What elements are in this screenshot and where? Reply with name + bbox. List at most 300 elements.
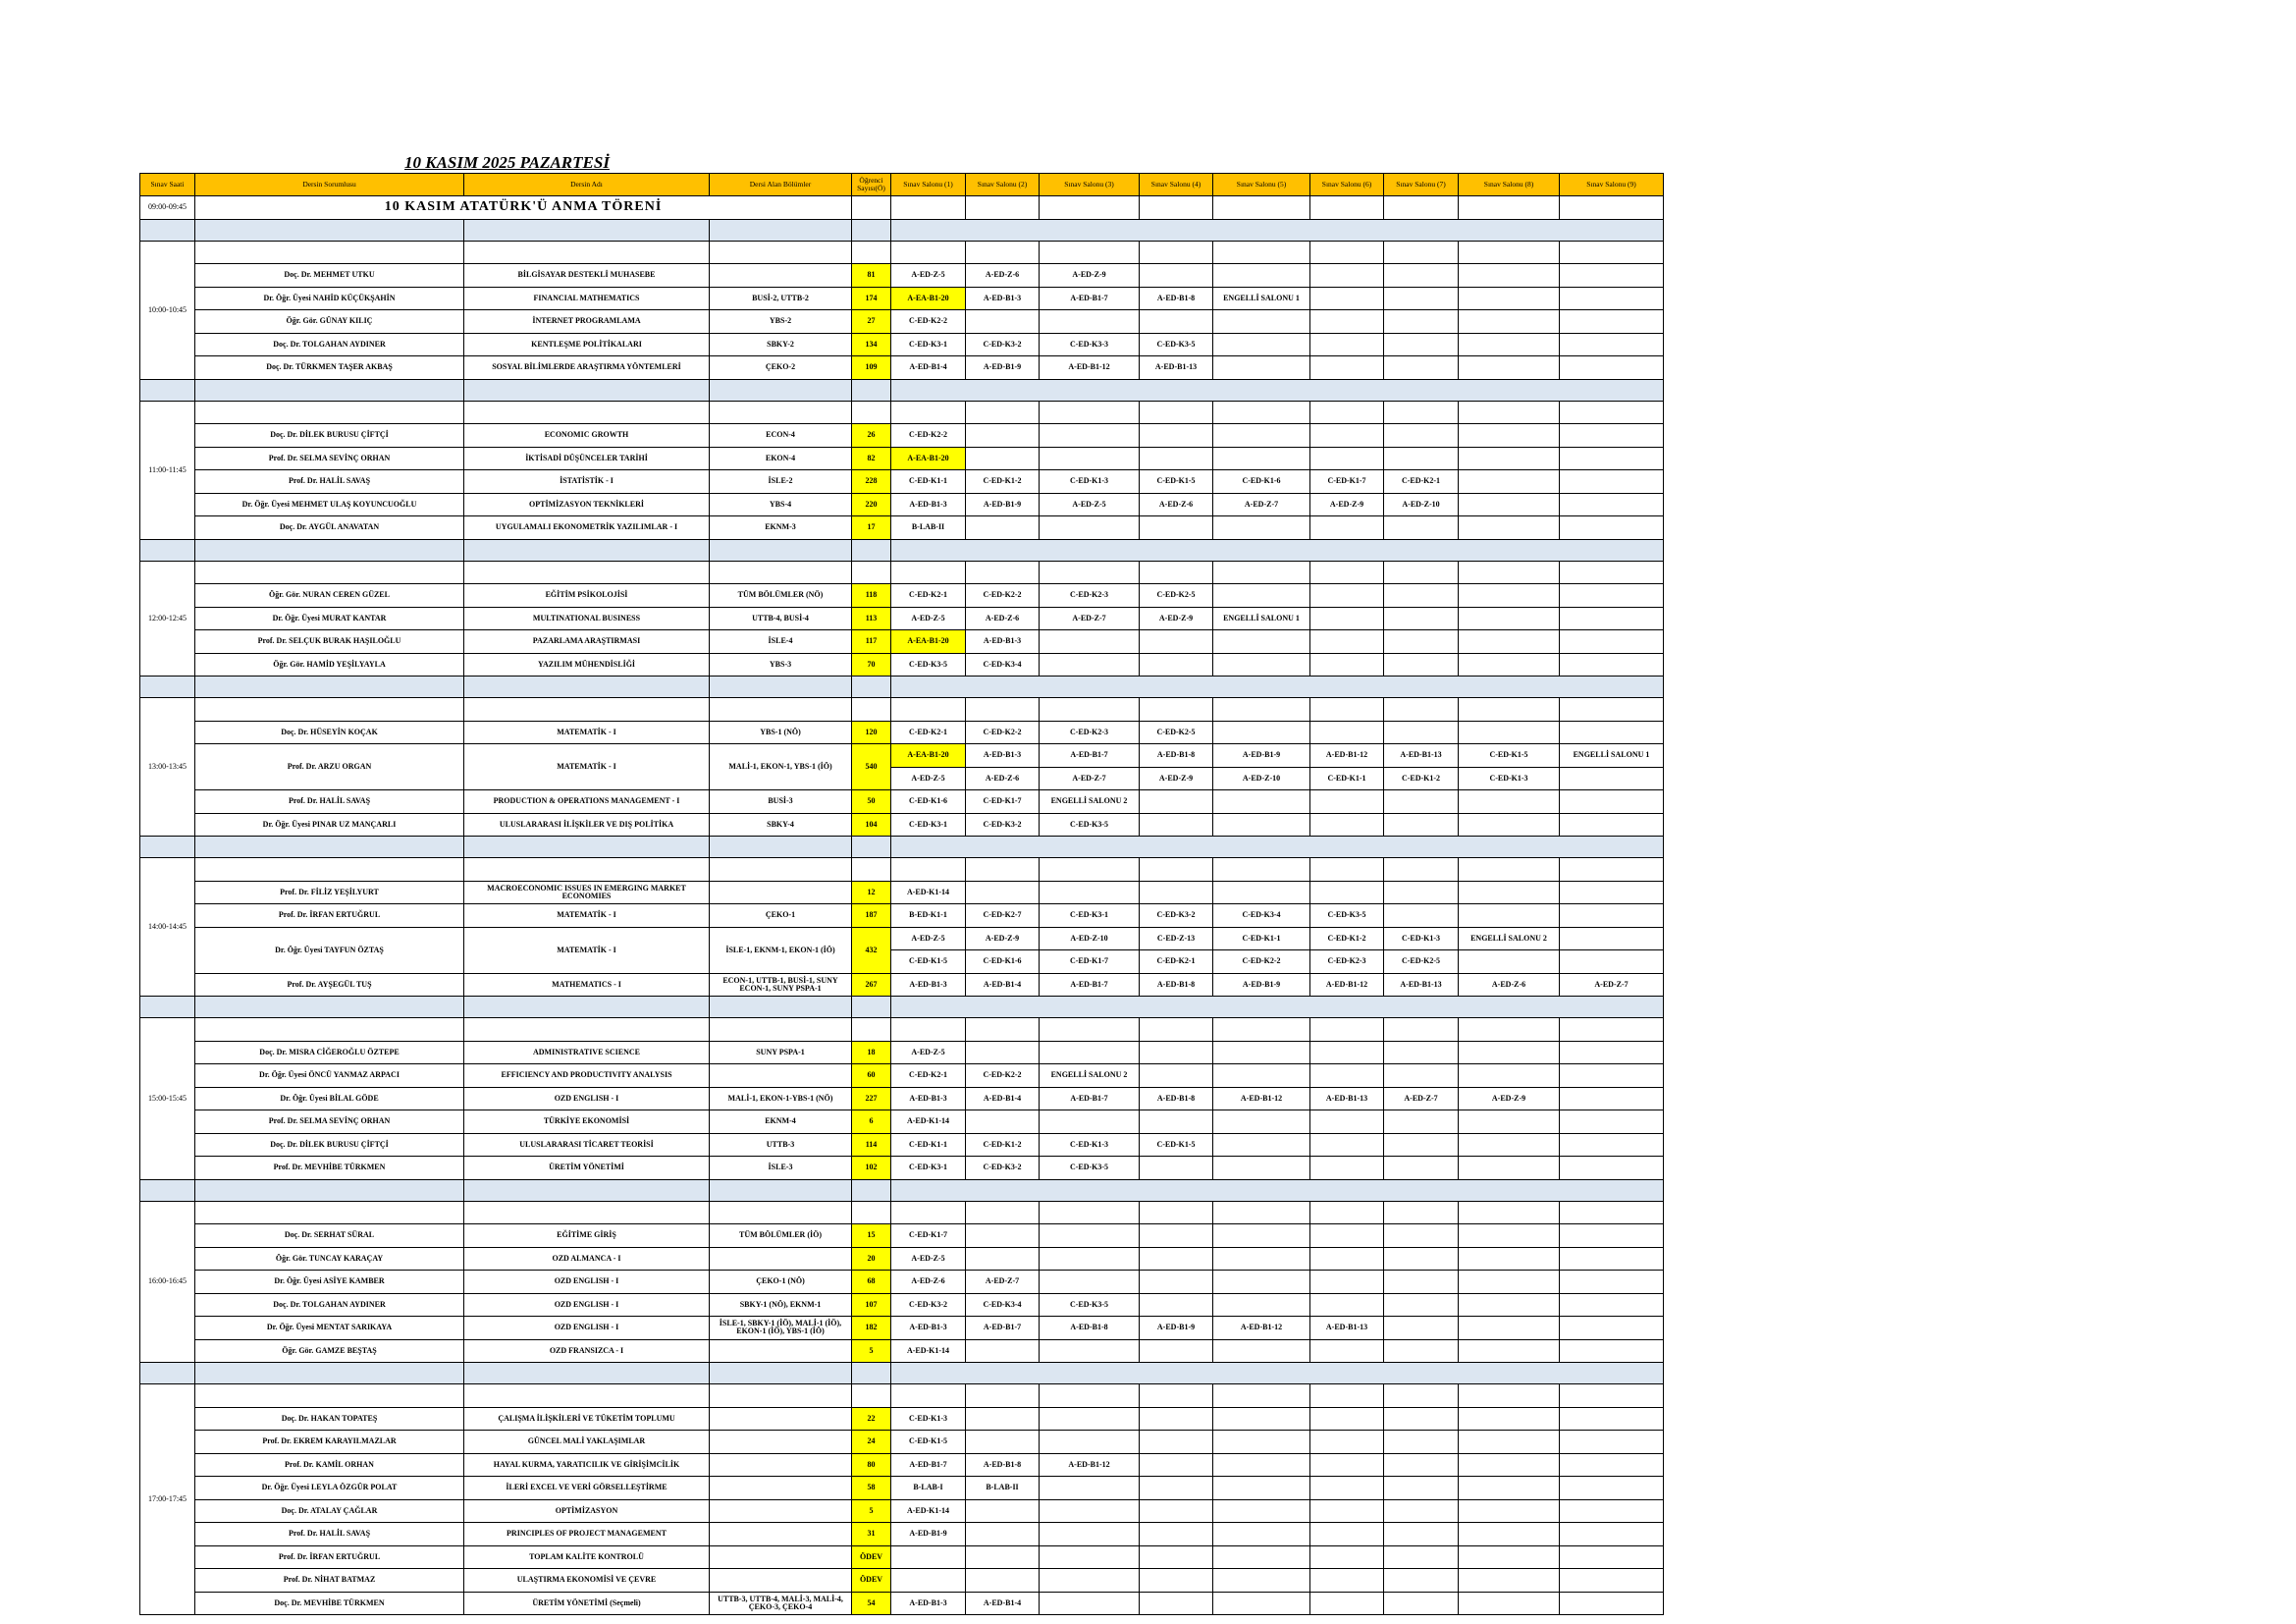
exam-room-cell <box>1040 1339 1140 1363</box>
exam-room-cell <box>1310 356 1384 380</box>
exam-room-cell <box>1040 1224 1140 1248</box>
departments-cell: BUSİ-2, UTTB-2 <box>710 287 852 310</box>
exam-room-cell: A-ED-B1-3 <box>966 744 1040 768</box>
exam-room-cell: C-ED-K1-6 <box>891 790 966 814</box>
table-row <box>140 1157 1664 1180</box>
exam-room-cell <box>1310 310 1384 334</box>
empty-cell <box>195 858 464 882</box>
exam-room-cell <box>1310 1477 1384 1500</box>
exam-room-cell <box>1040 424 1140 448</box>
course-cell: İSTATİSTİK - I <box>464 470 710 494</box>
exam-room-cell: A-ED-K1-14 <box>891 1110 966 1134</box>
course-cell: İLERİ EXCEL VE VERİ GÖRSELLEŞTİRME <box>464 1477 710 1500</box>
schedule-body <box>140 196 1664 1615</box>
exam-room-cell <box>1310 1064 1384 1088</box>
exam-room-cell <box>1310 630 1384 654</box>
column-header: Sınav Salonu (3) <box>1040 174 1140 196</box>
course-cell: ULAŞTIRMA EKONOMİSİ VE ÇEVRE <box>464 1569 710 1593</box>
exam-room-cell: C-ED-K3-5 <box>1040 813 1140 837</box>
course-cell: MACROECONOMIC ISSUES IN EMERGING MARKET ECONOMIES <box>464 881 710 904</box>
exam-room-cell: C-ED-K2-2 <box>891 424 966 448</box>
exam-room-cell: A-ED-Z-7 <box>1040 767 1140 790</box>
exam-room-cell <box>1040 1110 1140 1134</box>
student-count-cell: 24 <box>852 1431 891 1454</box>
exam-room-cell <box>1040 1247 1140 1271</box>
exam-room-cell: C-ED-K2-5 <box>1140 721 1213 744</box>
departments-cell: EKNM-4 <box>710 1110 852 1134</box>
exam-room-cell: A-ED-K1-14 <box>891 1339 966 1363</box>
exam-room-cell: A-ED-B1-9 <box>1213 973 1310 997</box>
lecturer-cell: Prof. Dr. SELMA SEVİNÇ ORHAN <box>195 447 464 470</box>
departments-cell: ECON-1, UTTB-1, BUSİ-1, SUNY ECON-1, SUNY PSPA-1 <box>710 973 852 997</box>
exam-room-cell <box>1459 493 1560 516</box>
exam-room-cell <box>1560 493 1664 516</box>
exam-room-cell: ENGELLİ SALONU 2 <box>1459 927 1560 950</box>
exam-room-cell <box>1040 1407 1140 1431</box>
exam-room-cell <box>1213 1499 1310 1523</box>
table-row <box>140 653 1664 677</box>
exam-room-cell <box>1459 1592 1560 1615</box>
empty-cell <box>1310 561 1384 584</box>
exam-room-cell <box>1310 813 1384 837</box>
exam-room-cell: A-ED-B1-12 <box>1040 1453 1140 1477</box>
separator-cell <box>464 539 710 561</box>
exam-room-cell <box>966 516 1040 540</box>
exam-room-cell: C-ED-K1-5 <box>891 950 966 974</box>
exam-room-cell <box>1459 584 1560 608</box>
exam-room-cell <box>1384 790 1459 814</box>
table-row <box>140 744 1664 768</box>
exam-room-cell: A-ED-B1-13 <box>1140 356 1213 380</box>
empty-cell <box>710 1384 852 1408</box>
exam-room-cell <box>1213 1477 1310 1500</box>
table-row <box>140 470 1664 494</box>
student-count-cell: 107 <box>852 1293 891 1317</box>
course-cell: OZD ALMANCA - I <box>464 1247 710 1271</box>
exam-room-cell <box>1560 424 1664 448</box>
exam-room-cell <box>1213 1339 1310 1363</box>
exam-room-cell: C-ED-K3-2 <box>1140 904 1213 928</box>
departments-cell: EKON-4 <box>710 447 852 470</box>
table-row <box>140 1271 1664 1294</box>
departments-cell: SBKY-1 (NÖ), EKNM-1 <box>710 1293 852 1317</box>
exam-room-cell: A-ED-Z-9 <box>1140 767 1213 790</box>
student-count-cell: 540 <box>852 744 891 790</box>
exam-room-cell <box>1140 1110 1213 1134</box>
exam-room-cell: C-ED-K3-1 <box>891 333 966 356</box>
exam-room-cell <box>1310 1293 1384 1317</box>
table-row <box>140 973 1664 997</box>
exam-room-cell <box>1310 1339 1384 1363</box>
exam-room-cell: C-ED-K2-1 <box>891 721 966 744</box>
exam-room-cell <box>1560 1317 1664 1340</box>
table-row <box>140 904 1664 928</box>
exam-room-cell <box>1459 1431 1560 1454</box>
student-count-cell: 15 <box>852 1224 891 1248</box>
exam-room-cell: A-ED-Z-7 <box>1560 973 1664 997</box>
student-count-cell: 102 <box>852 1157 891 1180</box>
exam-room-cell <box>1459 1271 1560 1294</box>
exam-room-cell: A-ED-B1-9 <box>1213 744 1310 768</box>
exam-room-cell <box>1140 516 1213 540</box>
student-count-cell: 227 <box>852 1087 891 1110</box>
empty-cell <box>710 561 852 584</box>
table-row <box>140 790 1664 814</box>
course-cell: OZD ENGLISH - I <box>464 1271 710 1294</box>
exam-room-cell <box>1560 790 1664 814</box>
table-row <box>140 927 1664 950</box>
exam-room-cell <box>1310 1569 1384 1593</box>
empty-cell <box>966 858 1040 882</box>
empty-cell <box>1040 1384 1140 1408</box>
separator-cell <box>464 997 710 1018</box>
column-header: Dersin Adı <box>464 174 710 196</box>
empty-cell <box>195 1201 464 1224</box>
separator-cell <box>710 837 852 858</box>
exam-room-cell <box>1310 1247 1384 1271</box>
lecturer-cell: Öğr. Gör. GAMZE BEŞTAŞ <box>195 1339 464 1363</box>
empty-cell <box>195 1384 464 1408</box>
exam-room-cell: A-ED-Z-5 <box>891 264 966 288</box>
separator-cell <box>195 219 464 241</box>
student-count-cell: 80 <box>852 1453 891 1477</box>
exam-room-cell <box>1213 1064 1310 1088</box>
exam-room-cell <box>1310 607 1384 630</box>
exam-room-cell <box>1213 1592 1310 1615</box>
exam-room-cell: C-ED-K2-2 <box>891 310 966 334</box>
exam-room-cell <box>1560 1133 1664 1157</box>
exam-room-cell <box>1040 1569 1140 1593</box>
exam-room-cell <box>1459 1064 1560 1088</box>
exam-room-cell: C-ED-K2-1 <box>891 584 966 608</box>
exam-room-cell <box>1213 1041 1310 1064</box>
exam-room-cell <box>1213 1247 1310 1271</box>
exam-room-cell: A-ED-B1-3 <box>891 493 966 516</box>
exam-room-cell: A-ED-B1-12 <box>1310 744 1384 768</box>
exam-room-cell <box>1384 584 1459 608</box>
student-count-cell: 6 <box>852 1110 891 1134</box>
empty-cell <box>1310 401 1384 424</box>
student-count-cell: 31 <box>852 1523 891 1546</box>
exam-room-cell <box>1560 1523 1664 1546</box>
separator-cell <box>464 379 710 401</box>
student-count-cell: 120 <box>852 721 891 744</box>
exam-room-cell: A-ED-Z-7 <box>966 1271 1040 1294</box>
lecturer-cell: Prof. Dr. ARZU ORGAN <box>195 744 464 790</box>
separator-cell <box>891 1363 1664 1384</box>
separator-cell <box>464 677 710 698</box>
exam-room-cell: A-ED-Z-7 <box>1213 493 1310 516</box>
exam-room-cell: C-ED-K1-1 <box>891 470 966 494</box>
slot-time: 10:00-10:45 <box>140 241 195 379</box>
course-cell: MULTINATIONAL BUSINESS <box>464 607 710 630</box>
exam-room-cell <box>1560 767 1664 790</box>
exam-room-cell <box>1560 333 1664 356</box>
lecturer-cell: Dr. Öğr. Üyesi ASİYE KAMBER <box>195 1271 464 1294</box>
column-header: Sınav Salonu (9) <box>1560 174 1664 196</box>
departments-cell: SBKY-2 <box>710 333 852 356</box>
exam-room-cell <box>1560 1339 1664 1363</box>
separator-cell <box>852 677 891 698</box>
exam-room-cell <box>1560 1271 1664 1294</box>
lecturer-cell: Doç. Dr. DİLEK BURUSU ÇİFTÇİ <box>195 1133 464 1157</box>
empty-cell <box>1459 561 1560 584</box>
ceremony-row <box>140 196 1664 220</box>
empty-cell <box>1140 561 1213 584</box>
exam-room-cell <box>1040 1523 1140 1546</box>
exam-room-cell: A-ED-B1-3 <box>891 1087 966 1110</box>
exam-room-cell <box>1459 1293 1560 1317</box>
course-cell: PAZARLAMA ARAŞTIRMASI <box>464 630 710 654</box>
table-row <box>140 310 1664 334</box>
exam-room-cell <box>1310 333 1384 356</box>
exam-room-cell: A-ED-B1-4 <box>891 356 966 380</box>
table-row <box>140 1339 1664 1363</box>
course-cell: PRODUCTION & OPERATIONS MANAGEMENT - I <box>464 790 710 814</box>
exam-room-cell: A-ED-B1-9 <box>966 493 1040 516</box>
exam-room-cell: A-ED-Z-6 <box>966 607 1040 630</box>
course-cell: SOSYAL BİLİMLERDE ARAŞTIRMA YÖNTEMLERİ <box>464 356 710 380</box>
exam-room-cell: C-ED-K1-3 <box>1040 1133 1140 1157</box>
exam-room-cell <box>966 1569 1040 1593</box>
separator-cell <box>195 379 464 401</box>
exam-room-cell: A-ED-Z-6 <box>891 1271 966 1294</box>
exam-room-cell: A-ED-B1-7 <box>1040 744 1140 768</box>
exam-room-cell <box>1140 264 1213 288</box>
empty-cell <box>1459 1201 1560 1224</box>
exam-room-cell: C-ED-K1-3 <box>1459 767 1560 790</box>
student-count-cell: 27 <box>852 310 891 334</box>
exam-room-cell: C-ED-K2-5 <box>1384 950 1459 974</box>
exam-room-cell <box>1213 1569 1310 1593</box>
exam-room-cell <box>1560 584 1664 608</box>
exam-room-cell <box>1560 1087 1664 1110</box>
exam-room-cell <box>1384 1569 1459 1593</box>
exam-room-cell: C-ED-K2-2 <box>966 584 1040 608</box>
exam-room-cell <box>966 1110 1040 1134</box>
exam-room-cell: A-ED-Z-7 <box>1384 1087 1459 1110</box>
exam-room-cell: A-ED-K1-14 <box>891 881 966 904</box>
lecturer-cell: Doç. Dr. DİLEK BURUSU ÇİFTÇİ <box>195 424 464 448</box>
table-row <box>140 1384 1664 1408</box>
exam-room-cell: C-ED-K1-5 <box>891 1431 966 1454</box>
exam-room-cell: A-ED-B1-7 <box>966 1317 1040 1340</box>
exam-room-cell: ENGELLİ SALONU 1 <box>1213 607 1310 630</box>
empty-cell <box>1560 1201 1664 1224</box>
page-title: 10 KASIM 2025 PAZARTESİ <box>404 153 610 172</box>
table-row <box>140 1499 1664 1523</box>
separator-cell <box>464 219 710 241</box>
exam-room-cell: A-EA-B1-20 <box>891 287 966 310</box>
empty-cell <box>852 561 891 584</box>
departments-cell: EKNM-3 <box>710 516 852 540</box>
table-row <box>140 1110 1664 1134</box>
exam-room-cell <box>1560 1453 1664 1477</box>
exam-room-cell: C-ED-K1-7 <box>891 1224 966 1248</box>
empty-cell <box>1213 858 1310 882</box>
course-cell: KENTLEŞME POLİTİKALARI <box>464 333 710 356</box>
empty-cell <box>195 698 464 722</box>
student-count-cell: 20 <box>852 1247 891 1271</box>
exam-room-cell: ENGELLİ SALONU 2 <box>1040 1064 1140 1088</box>
exam-room-cell: C-ED-K1-5 <box>1140 1133 1213 1157</box>
exam-room-cell: C-ED-K1-5 <box>1459 744 1560 768</box>
exam-room-cell <box>1140 881 1213 904</box>
empty-cell <box>966 401 1040 424</box>
departments-cell <box>710 1064 852 1088</box>
exam-room-cell: C-ED-K1-6 <box>966 950 1040 974</box>
exam-room-cell <box>1384 1293 1459 1317</box>
empty-cell <box>1459 241 1560 264</box>
departments-cell: TÜM BÖLÜMLER (İÖ) <box>710 1224 852 1248</box>
separator-cell <box>710 1363 852 1384</box>
departments-cell <box>710 1453 852 1477</box>
exam-room-cell <box>1459 607 1560 630</box>
exam-room-cell <box>1310 881 1384 904</box>
exam-room-cell: C-ED-K1-2 <box>966 470 1040 494</box>
separator-row <box>140 1363 1664 1384</box>
exam-room-cell: A-ED-Z-5 <box>891 1247 966 1271</box>
empty-cell <box>1310 241 1384 264</box>
course-cell: TOPLAM KALİTE KONTROLÜ <box>464 1545 710 1569</box>
student-count-cell: 174 <box>852 287 891 310</box>
separator-cell <box>852 1179 891 1201</box>
empty-cell <box>195 1018 464 1042</box>
exam-room-cell: A-ED-Z-5 <box>1040 493 1140 516</box>
exam-room-cell: A-ED-Z-9 <box>1310 493 1384 516</box>
departments-cell <box>710 1431 852 1454</box>
exam-room-cell <box>1459 1317 1560 1340</box>
exam-room-cell <box>1213 1271 1310 1294</box>
course-cell: İNTERNET PROGRAMLAMA <box>464 310 710 334</box>
exam-room-cell: A-ED-B1-13 <box>1384 973 1459 997</box>
table-row <box>140 1087 1664 1110</box>
exam-room-cell <box>1213 813 1310 837</box>
exam-room-cell: ENGELLİ SALONU 2 <box>1040 790 1140 814</box>
exam-room-cell <box>1140 1041 1213 1064</box>
student-count-cell: 109 <box>852 356 891 380</box>
student-count-cell: 54 <box>852 1592 891 1615</box>
exam-room-cell <box>1384 607 1459 630</box>
exam-room-cell <box>1459 790 1560 814</box>
exam-room-cell <box>891 1569 966 1593</box>
separator-cell <box>710 997 852 1018</box>
empty-cell <box>1040 1201 1140 1224</box>
exam-room-cell <box>1384 1041 1459 1064</box>
column-header: Sınav Salonu (7) <box>1384 174 1459 196</box>
exam-room-cell <box>1213 516 1310 540</box>
empty-cell <box>891 698 966 722</box>
empty-cell <box>710 858 852 882</box>
separator-cell <box>710 539 852 561</box>
exam-room-cell: A-ED-B1-7 <box>1040 287 1140 310</box>
departments-cell: TÜM BÖLÜMLER (NÖ) <box>710 584 852 608</box>
exam-room-cell <box>1459 721 1560 744</box>
exam-room-cell <box>1560 1247 1664 1271</box>
empty-cell <box>464 1384 710 1408</box>
exam-room-cell <box>966 1339 1040 1363</box>
exam-room-cell <box>1384 1453 1459 1477</box>
exam-room-cell <box>1560 1157 1664 1180</box>
course-cell: ÇALIŞMA İLİŞKİLERİ VE TÜKETİM TOPLUMU <box>464 1407 710 1431</box>
exam-room-cell <box>1140 1339 1213 1363</box>
empty-cell <box>852 1018 891 1042</box>
exam-room-cell <box>1040 1271 1140 1294</box>
lecturer-cell: Öğr. Gör. GÜNAY KILIÇ <box>195 310 464 334</box>
exam-room-cell: A-ED-Z-6 <box>1459 973 1560 997</box>
ceremony-title: 10 KASIM ATATÜRK'Ü ANMA TÖRENİ <box>195 196 852 220</box>
table-row <box>140 813 1664 837</box>
lecturer-cell: Doç. Dr. TOLGAHAN AYDINER <box>195 333 464 356</box>
separator-cell <box>464 1363 710 1384</box>
exam-room-cell <box>1310 1407 1384 1431</box>
table-row <box>140 584 1664 608</box>
student-count-cell: 228 <box>852 470 891 494</box>
empty-cell <box>1310 858 1384 882</box>
student-count-cell: 220 <box>852 493 891 516</box>
student-count-cell: 134 <box>852 333 891 356</box>
departments-cell: MALİ-1, EKON-1, YBS-1 (İÖ) <box>710 744 852 790</box>
table-row <box>140 1407 1664 1431</box>
departments-cell <box>710 1247 852 1271</box>
exam-room-cell <box>966 1247 1040 1271</box>
empty-cell <box>1140 401 1213 424</box>
exam-room-cell: C-ED-K2-3 <box>1040 584 1140 608</box>
empty-cell <box>710 1018 852 1042</box>
separator-row <box>140 219 1664 241</box>
exam-room-cell: A-ED-B1-13 <box>1310 1317 1384 1340</box>
student-count-cell: 26 <box>852 424 891 448</box>
course-cell: İKTİSADİ DÜŞÜNCELER TARİHİ <box>464 447 710 470</box>
table-row <box>140 241 1664 264</box>
exam-room-cell <box>1459 424 1560 448</box>
separator-row <box>140 539 1664 561</box>
exam-room-cell: A-ED-B1-8 <box>1140 287 1213 310</box>
course-cell: ULUSLARARASI İLİŞKİLER VE DIŞ POLİTİKA <box>464 813 710 837</box>
exam-room-cell <box>1213 1224 1310 1248</box>
table-row <box>140 447 1664 470</box>
course-cell: BİLGİSAYAR DESTEKLİ MUHASEBE <box>464 264 710 288</box>
lecturer-cell: Doç. Dr. TÜRKMEN TAŞER AKBAŞ <box>195 356 464 380</box>
exam-room-cell <box>1310 1041 1384 1064</box>
exam-room-cell <box>1213 356 1310 380</box>
empty-cell <box>966 561 1040 584</box>
separator-cell <box>464 837 710 858</box>
table-row <box>140 1064 1664 1088</box>
course-cell: OPTİMİZASYON TEKNİKLERİ <box>464 493 710 516</box>
exam-room-cell <box>1560 927 1664 950</box>
exam-room-cell: A-ED-B1-7 <box>891 1453 966 1477</box>
table-row <box>140 333 1664 356</box>
separator-cell <box>891 219 1664 241</box>
departments-cell <box>710 1499 852 1523</box>
exam-room-cell <box>1384 1271 1459 1294</box>
exam-room-cell <box>1140 1499 1213 1523</box>
exam-room-cell <box>1213 653 1310 677</box>
exam-room-cell <box>1040 1545 1140 1569</box>
exam-room-cell: C-ED-K1-1 <box>891 1133 966 1157</box>
exam-room-cell <box>1459 1339 1560 1363</box>
empty-cell <box>891 1018 966 1042</box>
column-header: Sınav Salonu (5) <box>1213 174 1310 196</box>
exam-schedule-table <box>139 173 1664 1615</box>
empty-cell <box>1560 1018 1664 1042</box>
exam-room-cell <box>1140 790 1213 814</box>
lecturer-cell: Prof. Dr. İRFAN ERTUĞRUL <box>195 1545 464 1569</box>
exam-room-cell <box>1140 1157 1213 1180</box>
exam-room-cell: C-ED-K1-6 <box>1213 470 1310 494</box>
exam-room-cell: C-ED-K2-1 <box>1384 470 1459 494</box>
